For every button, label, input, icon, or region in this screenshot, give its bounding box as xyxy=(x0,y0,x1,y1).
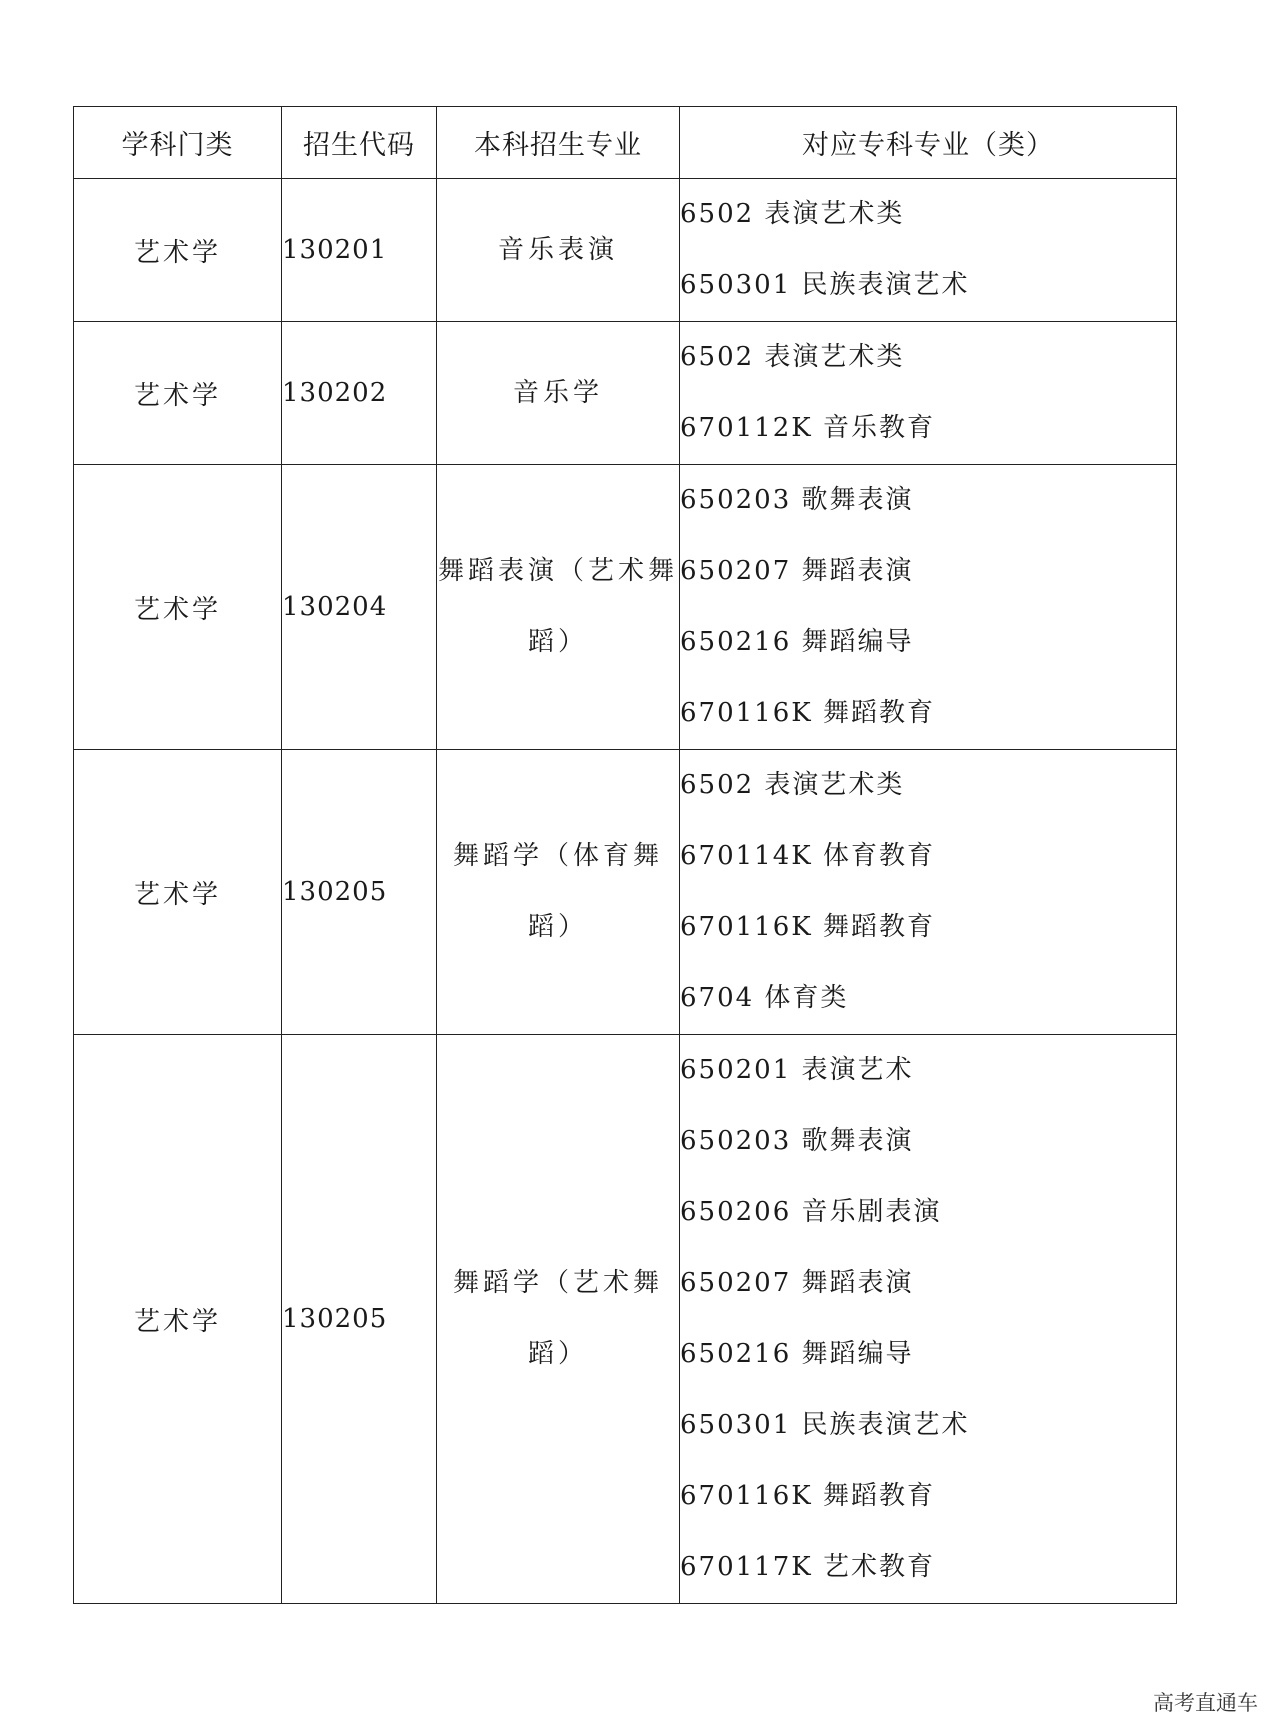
category-cell: 艺术学 xyxy=(74,465,282,750)
corresponding-item: 670117K 艺术教育 xyxy=(680,1552,935,1582)
code-cell: 130205 xyxy=(282,750,437,1035)
header-category: 学科门类 xyxy=(74,107,282,179)
corresponding-cell xyxy=(680,322,1177,465)
code-cell: 130201 xyxy=(282,179,437,322)
corresponding-item: 670116K 舞蹈教育 xyxy=(680,912,935,942)
corresponding-cell xyxy=(680,465,1177,750)
corresponding-item: 650203 歌舞表演 xyxy=(680,485,914,515)
table-row xyxy=(74,179,1177,322)
corresponding-item: 650301 民族表演艺术 xyxy=(680,270,970,300)
major-cell: 舞蹈表演（艺术舞蹈） xyxy=(437,465,680,750)
corresponding-item: 6502 表演艺术类 xyxy=(680,770,905,800)
header-corresponding: 对应专科专业（类） xyxy=(680,107,1177,179)
corresponding-item: 6704 体育类 xyxy=(680,983,849,1013)
corresponding-item: 670114K 体育教育 xyxy=(680,841,935,871)
corresponding-cell xyxy=(680,750,1177,1035)
corresponding-item: 650201 表演艺术 xyxy=(680,1055,914,1085)
header-code: 招生代码 xyxy=(282,107,437,179)
major-cell: 音乐表演 xyxy=(437,179,680,322)
table-row xyxy=(74,750,1177,1035)
code-cell: 130204 xyxy=(282,465,437,750)
corresponding-item: 6502 表演艺术类 xyxy=(680,199,905,229)
corresponding-item: 670116K 舞蹈教育 xyxy=(680,698,935,728)
major-cell: 音乐学 xyxy=(437,322,680,465)
corresponding-item: 650301 民族表演艺术 xyxy=(680,1410,970,1440)
corresponding-item: 650216 舞蹈编导 xyxy=(680,1339,914,1369)
corresponding-item: 650216 舞蹈编导 xyxy=(680,627,914,657)
corresponding-item: 6502 表演艺术类 xyxy=(680,342,905,372)
corresponding-item: 670112K 音乐教育 xyxy=(680,413,935,443)
corresponding-item: 650207 舞蹈表演 xyxy=(680,1268,914,1298)
category-cell: 艺术学 xyxy=(74,179,282,322)
table-row xyxy=(74,465,1177,750)
code-cell: 130205 xyxy=(282,1035,437,1604)
corresponding-item: 650206 音乐剧表演 xyxy=(680,1197,942,1227)
corresponding-cell xyxy=(680,1035,1177,1604)
corresponding-item: 650203 歌舞表演 xyxy=(680,1126,914,1156)
corresponding-item: 670116K 舞蹈教育 xyxy=(680,1481,935,1511)
table-row xyxy=(74,1035,1177,1604)
major-cell: 舞蹈学（体育舞蹈） xyxy=(437,750,680,1035)
category-cell: 艺术学 xyxy=(74,750,282,1035)
table-row xyxy=(74,322,1177,465)
code-cell: 130202 xyxy=(282,322,437,465)
major-cell: 舞蹈学（艺术舞蹈） xyxy=(437,1035,680,1604)
watermark-text: 高考直通车 xyxy=(1153,1691,1258,1715)
header-major: 本科招生专业 xyxy=(437,107,680,179)
corresponding-cell xyxy=(680,179,1177,322)
majors-table xyxy=(73,106,1177,1604)
category-cell: 艺术学 xyxy=(74,322,282,465)
table-header-row xyxy=(74,107,1177,179)
corresponding-item: 650207 舞蹈表演 xyxy=(680,556,914,586)
category-cell: 艺术学 xyxy=(74,1035,282,1604)
